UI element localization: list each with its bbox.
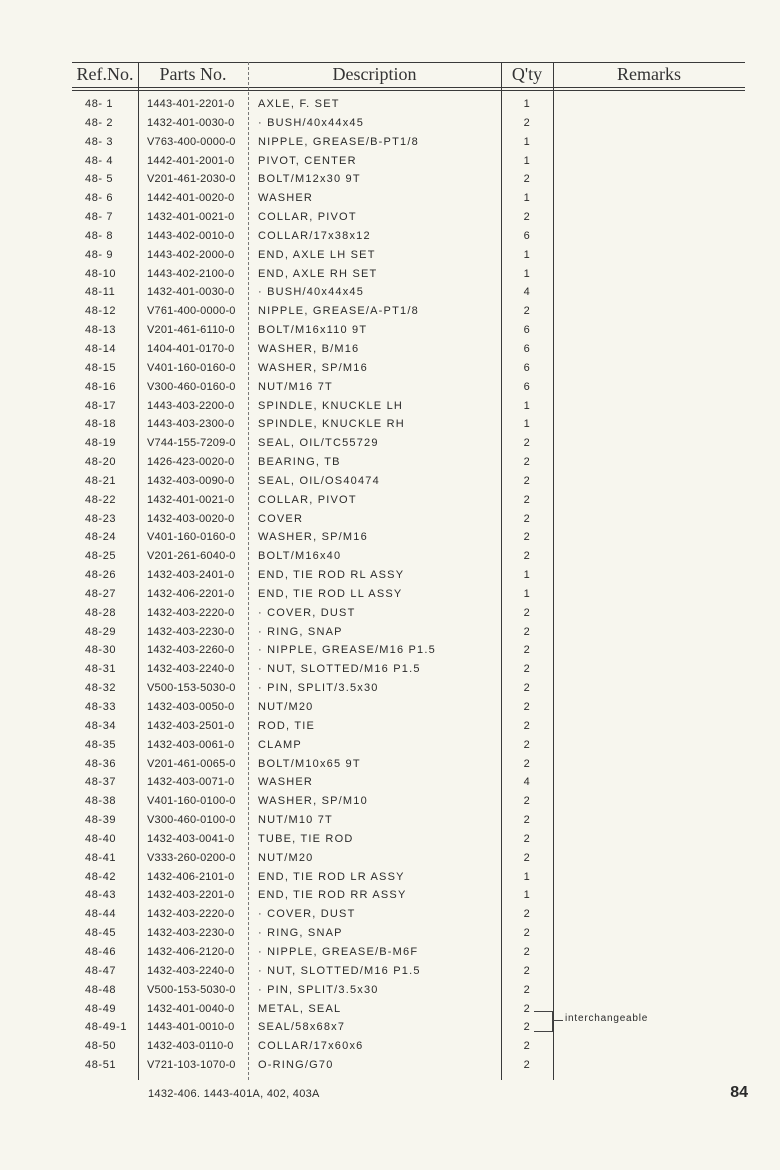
description-cell: WASHER, SP/M16 <box>258 531 368 544</box>
qty-cell: 2 <box>523 983 531 996</box>
table-row <box>72 720 745 739</box>
header-description: Description <box>332 64 417 84</box>
ref-no-cell: 48-29 <box>85 625 117 638</box>
table-row <box>72 984 745 1003</box>
ref-no-cell: 48-12 <box>85 305 117 318</box>
description-cell: COVER <box>258 512 304 525</box>
parts-no-cell: V721-103-1070-0 <box>147 1059 236 1072</box>
ref-no-cell: 48-36 <box>85 757 117 770</box>
parts-no-cell: V201-461-6110-0 <box>147 324 235 337</box>
table-row <box>72 626 745 645</box>
qty-cell: 2 <box>523 663 531 676</box>
ref-no-cell: 48-25 <box>85 550 117 563</box>
description-cell: END, AXLE RH SET <box>258 267 378 280</box>
ref-no-cell: 48-45 <box>85 927 117 940</box>
parts-no-cell: 1443-403-2200-0 <box>147 399 235 412</box>
qty-cell: 6 <box>523 380 531 393</box>
ref-no-cell: 48-41 <box>85 851 117 864</box>
parts-no-cell: V201-261-6040-0 <box>147 550 236 563</box>
header-qty: Q'ty <box>511 64 543 84</box>
ref-no-cell: 48-47 <box>85 964 117 977</box>
ref-no-cell: 48-46 <box>85 945 117 958</box>
parts-no-cell: V333-260-0200-0 <box>147 851 236 864</box>
description-cell: COLLAR/17x60x6 <box>258 1040 364 1053</box>
parts-no-cell: 1432-403-0041-0 <box>147 832 235 845</box>
table-row <box>72 1040 745 1059</box>
description-cell: WASHER, B/M16 <box>258 342 360 355</box>
table-row <box>72 249 745 268</box>
ref-no-cell: 48-16 <box>85 380 117 393</box>
parts-no-cell: 1432-401-0040-0 <box>147 1002 235 1015</box>
table-row <box>72 795 745 814</box>
ref-no-cell: 48-40 <box>85 832 117 845</box>
table-row <box>72 871 745 890</box>
header-rule-double <box>72 90 745 91</box>
description-cell: BEARING, TB <box>258 456 341 469</box>
table-row <box>72 739 745 758</box>
parts-no-cell: 1443-403-2300-0 <box>147 418 235 431</box>
qty-cell: 2 <box>523 116 531 129</box>
table-row <box>72 701 745 720</box>
qty-cell: 2 <box>523 625 531 638</box>
description-cell: NUT/M20 <box>258 701 314 713</box>
description-cell: NUT/M20 <box>258 851 314 864</box>
description-cell: NUT/M10 7T <box>258 814 333 827</box>
ref-no-cell: 48-11 <box>85 286 116 299</box>
ref-no-cell: 48- 2 <box>85 116 114 129</box>
description-cell: SEAL/58x68x7 <box>258 1021 346 1034</box>
qty-cell: 2 <box>523 814 531 827</box>
ref-no-cell: 48-44 <box>85 908 117 921</box>
qty-cell: 2 <box>523 1040 531 1053</box>
table-row <box>72 908 745 927</box>
parts-no-cell: 1443-402-2100-0 <box>147 267 235 280</box>
description-cell: SPINDLE, KNUCKLE RH <box>258 418 405 431</box>
ref-no-cell: 48-32 <box>85 682 117 695</box>
description-cell: · RING, SNAP <box>258 927 343 940</box>
description-cell: SEAL, OIL/OS40474 <box>258 474 380 487</box>
qty-cell: 2 <box>523 719 531 732</box>
ref-no-cell: 48-51 <box>85 1059 117 1072</box>
qty-cell: 2 <box>523 606 531 619</box>
description-cell: END, TIE ROD LR ASSY <box>258 870 405 883</box>
qty-cell: 6 <box>523 324 531 337</box>
ref-no-cell: 48-34 <box>85 719 117 732</box>
parts-no-cell: 1432-406-2120-0 <box>147 945 235 958</box>
table-row <box>72 136 745 155</box>
parts-no-cell: V401-160-0160-0 <box>147 531 236 544</box>
qty-cell: 6 <box>523 229 531 242</box>
description-cell: WASHER, SP/M16 <box>258 361 368 374</box>
table-row <box>72 644 745 663</box>
description-cell: BOLT/M16x110 9T <box>258 324 368 337</box>
ref-no-cell: 48- 7 <box>85 211 114 224</box>
parts-no-cell: 1404-401-0170-0 <box>147 342 235 355</box>
ref-no-cell: 48-31 <box>85 663 117 676</box>
ref-no-cell: 48- 5 <box>85 173 114 186</box>
parts-no-cell: 1432-403-2240-0 <box>147 663 235 676</box>
qty-cell: 2 <box>523 493 531 506</box>
table-row <box>72 418 745 437</box>
table-row <box>72 663 745 682</box>
description-cell: END, TIE ROD RL ASSY <box>258 569 405 582</box>
table-row <box>72 475 745 494</box>
description-cell: · NIPPLE, GREASE/B-M6F <box>258 945 419 958</box>
parts-no-cell: 1443-401-0010-0 <box>147 1021 235 1034</box>
table-row <box>72 173 745 192</box>
description-cell: COLLAR, PIVOT <box>258 493 357 506</box>
table-body <box>72 98 745 1078</box>
parts-no-cell: V500-153-5030-0 <box>147 682 236 695</box>
description-cell: · BUSH/40x44x45 <box>258 116 365 129</box>
table-row <box>72 494 745 513</box>
ref-no-cell: 48-22 <box>85 493 117 506</box>
description-cell: · COVER, DUST <box>258 908 356 921</box>
qty-cell: 4 <box>523 286 531 299</box>
qty-cell: 1 <box>523 98 531 110</box>
ref-no-cell: 48-17 <box>85 399 117 412</box>
qty-cell: 2 <box>523 757 531 770</box>
description-cell: SEAL, OIL/TC55729 <box>258 437 379 450</box>
table-row <box>72 437 745 456</box>
parts-no-cell: 1442-401-2001-0 <box>147 154 235 167</box>
qty-cell: 2 <box>523 851 531 864</box>
qty-cell: 1 <box>523 154 531 167</box>
parts-no-cell: V201-461-0065-0 <box>147 757 236 770</box>
description-cell: O-RING/G70 <box>258 1059 334 1072</box>
qty-cell: 1 <box>523 889 531 902</box>
ref-no-cell: 48-20 <box>85 456 117 469</box>
ref-no-cell: 48- 9 <box>85 248 114 261</box>
parts-no-cell: V300-460-0160-0 <box>147 380 236 393</box>
table-row <box>72 400 745 419</box>
ref-no-cell: 48-14 <box>85 342 117 355</box>
table-row <box>72 946 745 965</box>
description-cell: BOLT/M16x40 <box>258 550 342 563</box>
description-cell: END, TIE ROD RR ASSY <box>258 889 407 902</box>
qty-cell: 2 <box>523 211 531 224</box>
table-row <box>72 776 745 795</box>
table-row <box>72 230 745 249</box>
description-cell: METAL, SEAL <box>258 1002 342 1015</box>
qty-cell: 2 <box>523 908 531 921</box>
qty-cell: 2 <box>523 738 531 751</box>
parts-no-cell: 1432-403-2230-0 <box>147 625 235 638</box>
ref-no-cell: 48-50 <box>85 1040 117 1053</box>
qty-cell: 2 <box>523 1059 531 1072</box>
table-row <box>72 381 745 400</box>
qty-cell: 2 <box>523 437 531 450</box>
qty-cell: 2 <box>523 701 531 713</box>
ref-no-cell: 48-13 <box>85 324 117 337</box>
description-cell: · COVER, DUST <box>258 606 356 619</box>
qty-cell: 6 <box>523 361 531 374</box>
qty-cell: 1 <box>523 267 531 280</box>
description-cell: END, AXLE LH SET <box>258 248 376 261</box>
qty-cell: 2 <box>523 682 531 695</box>
qty-cell: 2 <box>523 644 531 657</box>
ref-no-cell: 48-15 <box>85 361 117 374</box>
table-row <box>72 550 745 569</box>
qty-cell: 1 <box>523 569 531 582</box>
description-cell: AXLE, F. SET <box>258 98 340 110</box>
table-row <box>72 965 745 984</box>
table-header <box>72 62 745 87</box>
description-cell: ROD, TIE <box>258 719 316 732</box>
description-cell: SPINDLE, KNUCKLE LH <box>258 399 404 412</box>
ref-no-cell: 48- 1 <box>85 98 114 110</box>
table-row <box>72 513 745 532</box>
ref-no-cell: 48-30 <box>85 644 117 657</box>
description-cell: · BUSH/40x44x45 <box>258 286 365 299</box>
qty-cell: 1 <box>523 135 531 148</box>
table-row <box>72 211 745 230</box>
interchangeable-bracket-tick <box>553 1020 563 1021</box>
qty-cell: 1 <box>523 418 531 431</box>
ref-no-cell: 48-28 <box>85 606 117 619</box>
parts-no-cell: 1426-423-0020-0 <box>147 456 235 469</box>
parts-no-cell: 1443-402-0010-0 <box>147 229 235 242</box>
qty-cell: 2 <box>523 456 531 469</box>
parts-no-cell: 1443-402-2000-0 <box>147 248 235 261</box>
table-row <box>72 607 745 626</box>
qty-cell: 2 <box>523 964 531 977</box>
parts-no-cell: 1432-403-0020-0 <box>147 512 235 525</box>
qty-cell: 1 <box>523 192 531 205</box>
ref-no-cell: 48-49-1 <box>85 1021 128 1034</box>
parts-no-cell: 1432-401-0030-0 <box>147 116 235 129</box>
header-remarks: Remarks <box>617 64 681 84</box>
parts-no-cell: 1432-406-2101-0 <box>147 870 235 883</box>
table-row <box>72 362 745 381</box>
parts-no-cell: 1432-403-2230-0 <box>147 927 235 940</box>
description-cell: TUBE, TIE ROD <box>258 832 354 845</box>
table-row <box>72 758 745 777</box>
table-row <box>72 155 745 174</box>
description-cell: WASHER <box>258 776 314 789</box>
ref-no-cell: 48-26 <box>85 569 117 582</box>
table-row <box>72 98 745 117</box>
description-cell: · PIN, SPLIT/3.5x30 <box>258 983 379 996</box>
parts-no-cell: 1432-403-2220-0 <box>147 908 235 921</box>
interchangeable-bracket <box>534 1011 553 1032</box>
description-cell: NIPPLE, GREASE/B-PT1/8 <box>258 135 419 148</box>
qty-cell: 2 <box>523 927 531 940</box>
qty-cell: 2 <box>523 305 531 318</box>
table-row <box>72 531 745 550</box>
description-cell: CLAMP <box>258 738 302 751</box>
ref-no-cell: 48-42 <box>85 870 117 883</box>
ref-no-cell: 48- 4 <box>85 154 114 167</box>
parts-no-cell: 1432-403-0050-0 <box>147 701 235 713</box>
qty-cell: 2 <box>523 1021 531 1034</box>
ref-no-cell: 48-39 <box>85 814 117 827</box>
ref-no-cell: 48-43 <box>85 889 117 902</box>
page-number: 84 <box>730 1084 748 1101</box>
ref-no-cell: 48-49 <box>85 1002 117 1015</box>
table-row <box>72 814 745 833</box>
table-row <box>72 889 745 908</box>
description-cell: · PIN, SPLIT/3.5x30 <box>258 682 379 695</box>
ref-no-cell: 48-33 <box>85 701 117 713</box>
qty-cell: 2 <box>523 832 531 845</box>
header-ref-no: Ref.No. <box>76 64 134 84</box>
table-row <box>72 1059 745 1078</box>
parts-no-cell: 1432-401-0030-0 <box>147 286 235 299</box>
description-cell: BOLT/M10x65 9T <box>258 757 361 770</box>
header-parts-no: Parts No. <box>159 64 227 84</box>
parts-no-cell: 1432-403-0110-0 <box>147 1040 234 1053</box>
parts-no-cell: 1432-403-2501-0 <box>147 719 235 732</box>
description-cell: PIVOT, CENTER <box>258 154 357 167</box>
parts-no-cell: 1432-403-2240-0 <box>147 964 235 977</box>
ref-no-cell: 48-23 <box>85 512 117 525</box>
ref-no-cell: 48- 6 <box>85 192 114 205</box>
parts-no-cell: V744-155-7209-0 <box>147 437 236 450</box>
table-row <box>72 569 745 588</box>
parts-no-cell: 1432-403-2401-0 <box>147 569 235 582</box>
description-cell: NUT/M16 7T <box>258 380 333 393</box>
qty-cell: 2 <box>523 173 531 186</box>
remark-interchangeable: interchangeable <box>565 1013 649 1025</box>
description-cell: END, TIE ROD LL ASSY <box>258 587 403 600</box>
parts-no-cell: 1432-403-2260-0 <box>147 644 235 657</box>
description-cell: · NUT, SLOTTED/M16 P1.5 <box>258 663 421 676</box>
ref-no-cell: 48-35 <box>85 738 117 751</box>
parts-no-cell: 1432-403-2201-0 <box>147 889 235 902</box>
parts-no-cell: 1432-401-0021-0 <box>147 493 235 506</box>
table-row <box>72 833 745 852</box>
description-cell: · NUT, SLOTTED/M16 P1.5 <box>258 964 421 977</box>
ref-no-cell: 48- 8 <box>85 229 114 242</box>
ref-no-cell: 48-18 <box>85 418 117 431</box>
qty-cell: 6 <box>523 342 531 355</box>
table-row <box>72 682 745 701</box>
table-row <box>72 268 745 287</box>
description-cell: NIPPLE, GREASE/A-PT1/8 <box>258 305 419 318</box>
qty-cell: 2 <box>523 474 531 487</box>
table-row <box>72 852 745 871</box>
description-cell: WASHER, SP/M10 <box>258 795 368 808</box>
parts-no-cell: V201-461-2030-0 <box>147 173 236 186</box>
parts-no-cell: V300-460-0100-0 <box>147 814 236 827</box>
parts-no-cell: 1443-401-2201-0 <box>147 98 235 110</box>
qty-cell: 2 <box>523 531 531 544</box>
footer-model-note: 1432-406. 1443-401A, 402, 403A <box>148 1088 320 1100</box>
qty-cell: 2 <box>523 945 531 958</box>
description-cell: · NIPPLE, GREASE/M16 P1.5 <box>258 644 436 657</box>
parts-no-cell: V500-153-5030-0 <box>147 983 236 996</box>
description-cell: COLLAR/17x38x12 <box>258 229 371 242</box>
parts-no-cell: 1432-403-0090-0 <box>147 474 235 487</box>
description-cell: WASHER <box>258 192 314 205</box>
table-row <box>72 456 745 475</box>
ref-no-cell: 48- 3 <box>85 135 114 148</box>
table-row <box>72 286 745 305</box>
parts-no-cell: 1432-403-0071-0 <box>147 776 235 789</box>
description-cell: BOLT/M12x30 9T <box>258 173 361 186</box>
parts-no-cell: 1432-406-2201-0 <box>147 587 235 600</box>
parts-table <box>72 62 745 1080</box>
table-row <box>72 305 745 324</box>
qty-cell: 2 <box>523 512 531 525</box>
table-row <box>72 927 745 946</box>
qty-cell: 2 <box>523 550 531 563</box>
parts-no-cell: 1432-403-2220-0 <box>147 606 235 619</box>
ref-no-cell: 48-38 <box>85 795 117 808</box>
ref-no-cell: 48-48 <box>85 983 117 996</box>
description-cell: COLLAR, PIVOT <box>258 211 357 224</box>
parts-no-cell: 1432-403-0061-0 <box>147 738 235 751</box>
qty-cell: 4 <box>523 776 531 789</box>
qty-cell: 1 <box>523 587 531 600</box>
table-row <box>72 588 745 607</box>
qty-cell: 1 <box>523 399 531 412</box>
qty-cell: 2 <box>523 795 531 808</box>
ref-no-cell: 48-27 <box>85 587 117 600</box>
table-row <box>72 343 745 362</box>
parts-no-cell: V761-400-0000-0 <box>147 305 236 318</box>
parts-no-cell: V763-400-0000-0 <box>147 135 236 148</box>
ref-no-cell: 48-24 <box>85 531 117 544</box>
header-rule <box>72 87 745 88</box>
parts-no-cell: V401-160-0100-0 <box>147 795 236 808</box>
description-cell: · RING, SNAP <box>258 625 343 638</box>
qty-cell: 2 <box>523 1002 531 1015</box>
table-row <box>72 117 745 136</box>
parts-no-cell: 1432-401-0021-0 <box>147 211 235 224</box>
parts-no-cell: V401-160-0160-0 <box>147 361 236 374</box>
qty-cell: 1 <box>523 870 531 883</box>
ref-no-cell: 48-19 <box>85 437 117 450</box>
qty-cell: 1 <box>523 248 531 261</box>
ref-no-cell: 48-37 <box>85 776 117 789</box>
table-row <box>72 192 745 211</box>
parts-no-cell: 1442-401-0020-0 <box>147 192 235 205</box>
ref-no-cell: 48-21 <box>85 474 117 487</box>
table-row <box>72 324 745 343</box>
ref-no-cell: 48-10 <box>85 267 117 280</box>
